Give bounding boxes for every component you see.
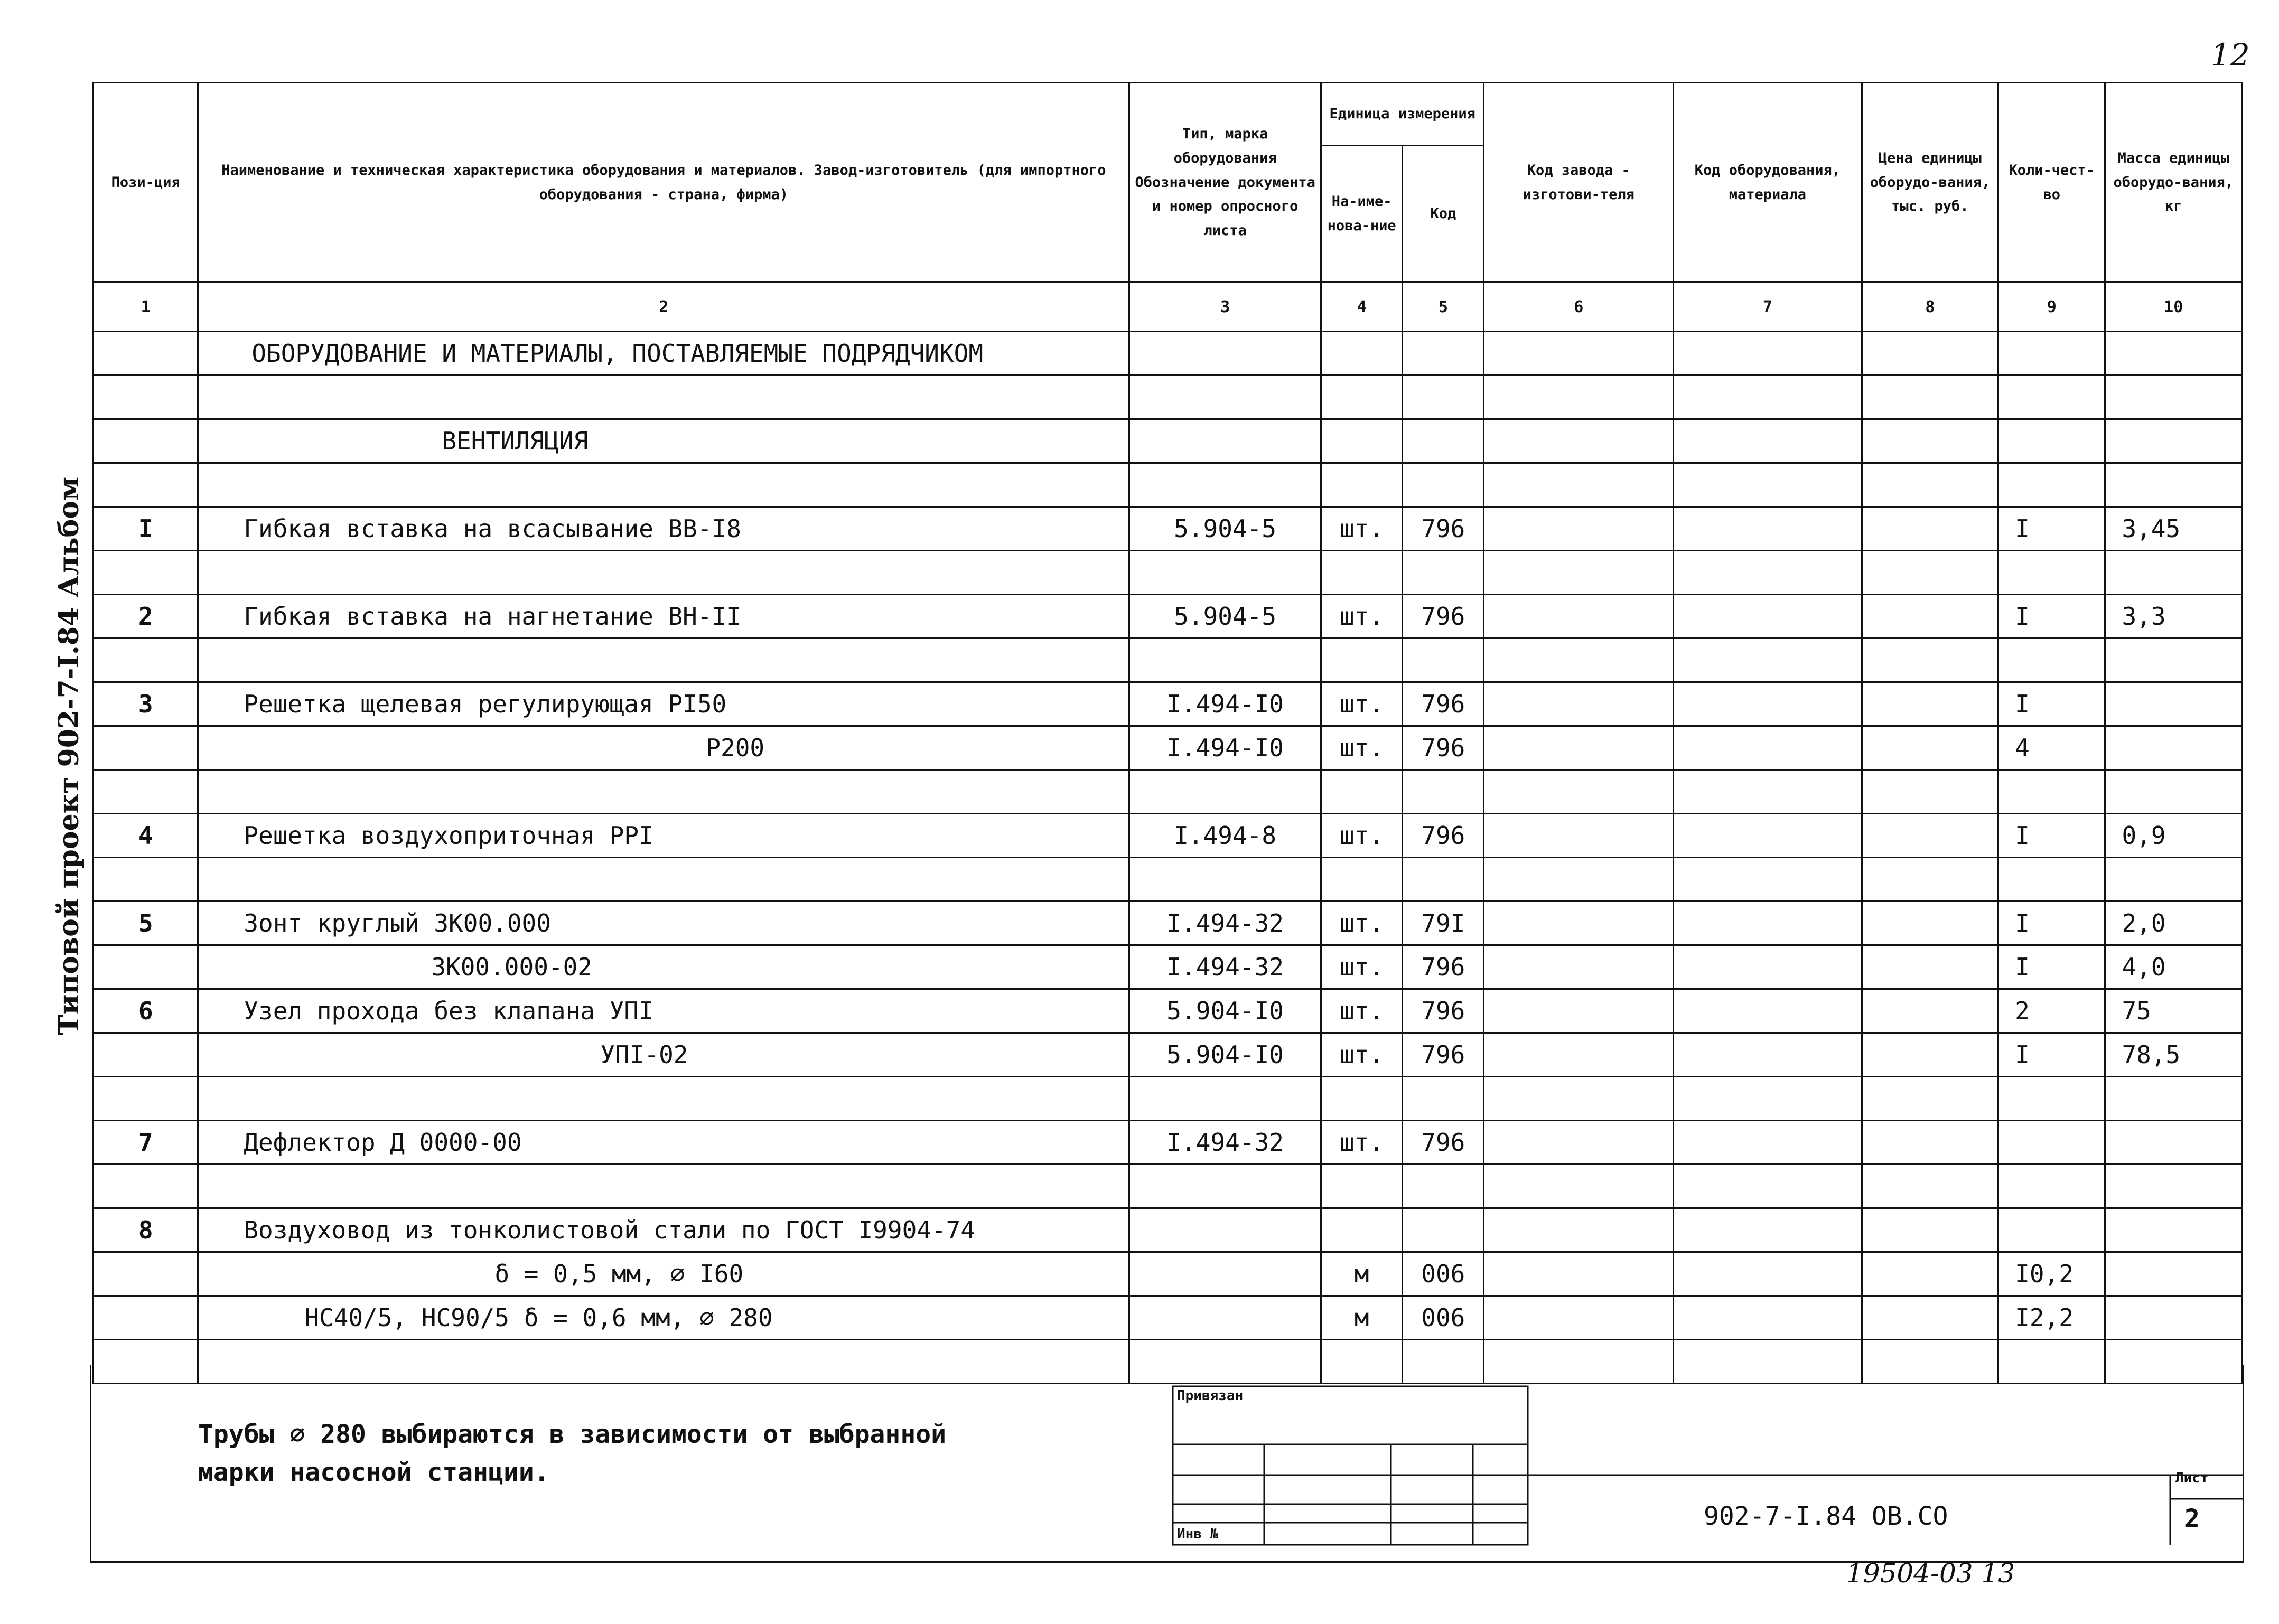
doc-cell: I.494-32 bbox=[1129, 1121, 1321, 1165]
doc-cell: 5.904-5 bbox=[1129, 595, 1321, 639]
position-cell: 3 bbox=[94, 682, 198, 726]
specification-table bbox=[92, 82, 2243, 1384]
unit-code-cell: 006 bbox=[1403, 1252, 1484, 1296]
quantity-cell bbox=[1998, 1121, 2105, 1165]
section-heading-row bbox=[94, 332, 2242, 376]
table-row bbox=[94, 989, 2242, 1033]
column-number: 8 bbox=[1862, 283, 1998, 332]
doc-cell: I.494-32 bbox=[1129, 902, 1321, 945]
table-row bbox=[94, 945, 2242, 989]
header-position: Пози-ция bbox=[94, 83, 198, 283]
unit-code-cell: 796 bbox=[1403, 814, 1484, 858]
footnote-line-2: марки насосной станции. bbox=[198, 1458, 549, 1487]
column-number: 4 bbox=[1321, 283, 1402, 332]
header-mass: Масса единицы оборудо-вания, кг bbox=[2105, 83, 2242, 283]
name-cell: ЗК00.000-02 bbox=[198, 945, 1129, 989]
header-name: Наименование и техническая характеристика оборудования и материалов. Завод-изготовитель (для импортного оборудования - страна, фирма) bbox=[198, 83, 1129, 283]
table-row bbox=[94, 682, 2242, 726]
table-row bbox=[94, 1296, 2242, 1340]
header-unit-code: Код bbox=[1403, 146, 1484, 283]
sheet-label: Лист bbox=[2175, 1470, 2209, 1486]
column-number: 2 bbox=[198, 283, 1129, 332]
empty-row bbox=[94, 858, 2242, 902]
quantity-cell: I bbox=[1998, 1033, 2105, 1077]
unit-code-cell: 796 bbox=[1403, 595, 1484, 639]
stamp-tied-label: Привязан bbox=[1177, 1388, 1244, 1404]
empty-row bbox=[94, 376, 2242, 419]
quantity-cell: 2 bbox=[1998, 989, 2105, 1033]
position-cell: 5 bbox=[94, 902, 198, 945]
unit-cell: шт. bbox=[1321, 595, 1402, 639]
mass-cell: 2,0 bbox=[2105, 902, 2242, 945]
table-row bbox=[94, 1252, 2242, 1296]
position-cell: I bbox=[94, 507, 198, 551]
name-cell: УПI-02 bbox=[198, 1033, 1129, 1077]
unit-code-cell: 796 bbox=[1403, 989, 1484, 1033]
name-cell: Дефлектор Д 0000-00 bbox=[198, 1121, 1129, 1165]
doc-cell: 5.904-5 bbox=[1129, 507, 1321, 551]
header-unit-name: На-име-нова-ние bbox=[1321, 146, 1402, 283]
unit-cell: м bbox=[1321, 1296, 1402, 1340]
mass-cell: 0,9 bbox=[2105, 814, 2242, 858]
table-row bbox=[94, 507, 2242, 551]
name-cell: НС40/5, НС90/5 δ = 0,6 мм, ∅ 280 bbox=[198, 1296, 1129, 1340]
position-cell: 6 bbox=[94, 989, 198, 1033]
empty-row bbox=[94, 639, 2242, 682]
unit-cell: шт. bbox=[1321, 507, 1402, 551]
quantity-cell: I bbox=[1998, 814, 2105, 858]
unit-code-cell: 796 bbox=[1403, 945, 1484, 989]
mass-cell: 3,3 bbox=[2105, 595, 2242, 639]
mass-cell bbox=[2105, 726, 2242, 770]
name-cell: Зонт круглый ЗК00.000 bbox=[198, 902, 1129, 945]
quantity-cell: I bbox=[1998, 945, 2105, 989]
mass-cell: 3,45 bbox=[2105, 507, 2242, 551]
column-number-row bbox=[94, 283, 2242, 332]
table-row bbox=[94, 726, 2242, 770]
unit-cell: м bbox=[1321, 1252, 1402, 1296]
unit-cell: шт. bbox=[1321, 945, 1402, 989]
name-cell: Гибкая вставка на всасывание ВВ-I8 bbox=[198, 507, 1129, 551]
mass-cell: 78,5 bbox=[2105, 1033, 2242, 1077]
subsection-heading-row bbox=[94, 419, 2242, 463]
mass-cell bbox=[2105, 1121, 2242, 1165]
sheet-number: 12 bbox=[2211, 37, 2250, 73]
unit-code-cell: 79I bbox=[1403, 902, 1484, 945]
column-number: 9 bbox=[1998, 283, 2105, 332]
quantity-cell: I bbox=[1998, 682, 2105, 726]
name-cell: Узел прохода без клапана УПI bbox=[198, 989, 1129, 1033]
unit-cell: шт. bbox=[1321, 726, 1402, 770]
quantity-cell: I bbox=[1998, 507, 2105, 551]
table-row bbox=[94, 1208, 2242, 1252]
mass-cell: 4,0 bbox=[2105, 945, 2242, 989]
column-number: 6 bbox=[1484, 283, 1674, 332]
doc-cell: 5.904-I0 bbox=[1129, 1033, 1321, 1077]
sheet-value: 2 bbox=[2184, 1504, 2200, 1534]
name-cell: Решетка щелевая регулирующая PI50 bbox=[198, 682, 1129, 726]
column-number: 7 bbox=[1674, 283, 1862, 332]
title-block bbox=[1172, 1385, 2244, 1562]
section-heading: ОБОРУДОВАНИЕ И МАТЕРИАЛЫ, ПОСТАВЛЯЕМЫЕ ПОДРЯДЧИКОМ bbox=[198, 332, 1129, 376]
unit-code-cell: 796 bbox=[1403, 682, 1484, 726]
unit-cell: шт. bbox=[1321, 682, 1402, 726]
stamp-inventory-label: Инв № bbox=[1177, 1526, 1219, 1542]
position-cell: 8 bbox=[94, 1208, 198, 1252]
empty-row bbox=[94, 1165, 2242, 1208]
doc-cell: I.494-I0 bbox=[1129, 682, 1321, 726]
column-number: 1 bbox=[94, 283, 198, 332]
unit-code-cell: 796 bbox=[1403, 1033, 1484, 1077]
doc-cell: I.494-32 bbox=[1129, 945, 1321, 989]
empty-row bbox=[94, 463, 2242, 507]
empty-row bbox=[94, 770, 2242, 814]
empty-row bbox=[94, 551, 2242, 595]
header-quantity: Коли-чест-во bbox=[1998, 83, 2105, 283]
quantity-cell: I0,2 bbox=[1998, 1252, 2105, 1296]
unit-code-cell: 796 bbox=[1403, 726, 1484, 770]
name-cell: Гибкая вставка на нагнетание ВН-II bbox=[198, 595, 1129, 639]
mass-cell bbox=[2105, 682, 2242, 726]
position-cell: 2 bbox=[94, 595, 198, 639]
handwritten-number: 19504-03 13 bbox=[1846, 1558, 2015, 1589]
name-cell: Воздуховод из тонколистовой стали по ГОСТ I9904-74 bbox=[198, 1208, 1129, 1252]
unit-code-cell: 796 bbox=[1403, 507, 1484, 551]
name-cell: δ = 0,5 мм, ∅ I60 bbox=[198, 1252, 1129, 1296]
unit-code-cell: 006 bbox=[1403, 1296, 1484, 1340]
doc-cell: I.494-I0 bbox=[1129, 726, 1321, 770]
column-number: 10 bbox=[2105, 283, 2242, 332]
quantity-cell: I2,2 bbox=[1998, 1296, 2105, 1340]
subsection-heading: ВЕНТИЛЯЦИЯ bbox=[198, 419, 1129, 463]
position-cell: 7 bbox=[94, 1121, 198, 1165]
unit-cell: шт. bbox=[1321, 814, 1402, 858]
header-unit: Единица измерения bbox=[1321, 83, 1484, 146]
header-row bbox=[94, 83, 2242, 146]
unit-cell: шт. bbox=[1321, 902, 1402, 945]
side-caption: Типовой проект 902-7-I.84 Альбом bbox=[53, 476, 85, 1035]
column-number: 5 bbox=[1403, 283, 1484, 332]
column-number: 3 bbox=[1129, 283, 1321, 332]
table-row bbox=[94, 814, 2242, 858]
name-cell: Р200 bbox=[198, 726, 1129, 770]
header-price: Цена единицы оборудо-вания, тыс. руб. bbox=[1862, 83, 1998, 283]
doc-cell: 5.904-I0 bbox=[1129, 989, 1321, 1033]
unit-code-cell: 796 bbox=[1403, 1121, 1484, 1165]
position-cell: 4 bbox=[94, 814, 198, 858]
quantity-cell: I bbox=[1998, 595, 2105, 639]
unit-cell: шт. bbox=[1321, 1121, 1402, 1165]
unit-cell: шт. bbox=[1321, 989, 1402, 1033]
table-row bbox=[94, 595, 2242, 639]
header-factory-code: Код завода - изготови-теля bbox=[1484, 83, 1674, 283]
header-type: Тип, марка оборудования Обозначение документа и номер опросного листа bbox=[1129, 83, 1321, 283]
header-equipment-code: Код оборудования, материала bbox=[1674, 83, 1862, 283]
table-row bbox=[94, 902, 2242, 945]
document-code: 902-7-I.84 ОВ.СО bbox=[1704, 1501, 1948, 1531]
doc-cell: I.494-8 bbox=[1129, 814, 1321, 858]
table-row bbox=[94, 1121, 2242, 1165]
name-cell: Решетка воздухоприточная PPI bbox=[198, 814, 1129, 858]
unit-cell: шт. bbox=[1321, 1033, 1402, 1077]
table-row bbox=[94, 1033, 2242, 1077]
mass-cell: 75 bbox=[2105, 989, 2242, 1033]
footnote-line-1: Трубы ∅ 280 выбираются в зависимости от выбранной bbox=[198, 1420, 947, 1449]
footnote bbox=[198, 1415, 946, 1491]
quantity-cell: 4 bbox=[1998, 726, 2105, 770]
empty-row bbox=[94, 1077, 2242, 1121]
quantity-cell: I bbox=[1998, 902, 2105, 945]
